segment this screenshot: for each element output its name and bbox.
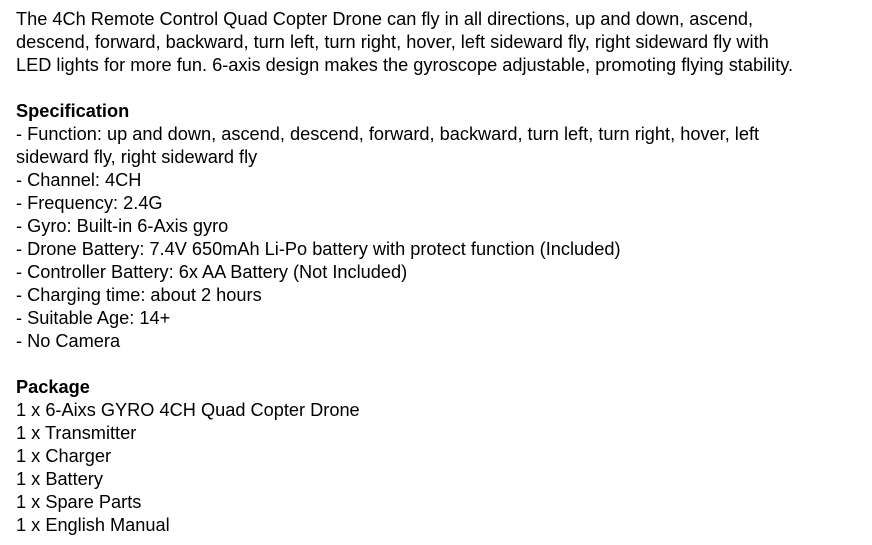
specification-heading: Specification bbox=[16, 101, 130, 121]
package-item: 1 x Spare Parts bbox=[16, 492, 142, 512]
spec-line-function-cont: sideward fly, right sideward fly bbox=[16, 147, 258, 167]
package-item: 1 x 6-Aixs GYRO 4CH Quad Copter Drone bbox=[16, 400, 360, 420]
spec-line-function: - Function: up and down, ascend, descend, forward, backward, turn left, turn right, hover, left bbox=[16, 124, 760, 144]
intro-line: The 4Ch Remote Control Quad Copter Drone can fly in all directions, up and down, ascend, bbox=[16, 9, 753, 29]
package-section bbox=[16, 376, 872, 537]
spec-line-camera: - No Camera bbox=[16, 331, 121, 351]
spec-line-drone-battery: - Drone Battery: 7.4V 650mAh Li-Po battery with protect function (Included) bbox=[16, 239, 621, 259]
package-item: 1 x Charger bbox=[16, 446, 112, 466]
intro-line: LED lights for more fun. 6-axis design makes the gyroscope adjustable, promoting flying stability. bbox=[16, 55, 794, 75]
spec-line-controller-battery: - Controller Battery: 6x AA Battery (Not Included) bbox=[16, 262, 408, 282]
spec-line-gyro: - Gyro: Built-in 6-Axis gyro bbox=[16, 216, 229, 236]
package-heading: Package bbox=[16, 377, 90, 397]
package-item: 1 x Battery bbox=[16, 469, 103, 489]
spec-line-charging-time: - Charging time: about 2 hours bbox=[16, 285, 262, 305]
section-spacer bbox=[16, 77, 872, 100]
intro-paragraph bbox=[16, 8, 872, 77]
specification-section bbox=[16, 100, 872, 353]
package-item: 1 x Transmitter bbox=[16, 423, 137, 443]
spec-line-channel: - Channel: 4CH bbox=[16, 170, 142, 190]
spec-line-frequency: - Frequency: 2.4G bbox=[16, 193, 163, 213]
package-item: 1 x English Manual bbox=[16, 515, 170, 535]
section-spacer bbox=[16, 353, 872, 376]
spec-line-suitable-age: - Suitable Age: 14+ bbox=[16, 308, 171, 328]
intro-line: descend, forward, backward, turn left, turn right, hover, left sideward fly, right sideward fly with bbox=[16, 32, 769, 52]
